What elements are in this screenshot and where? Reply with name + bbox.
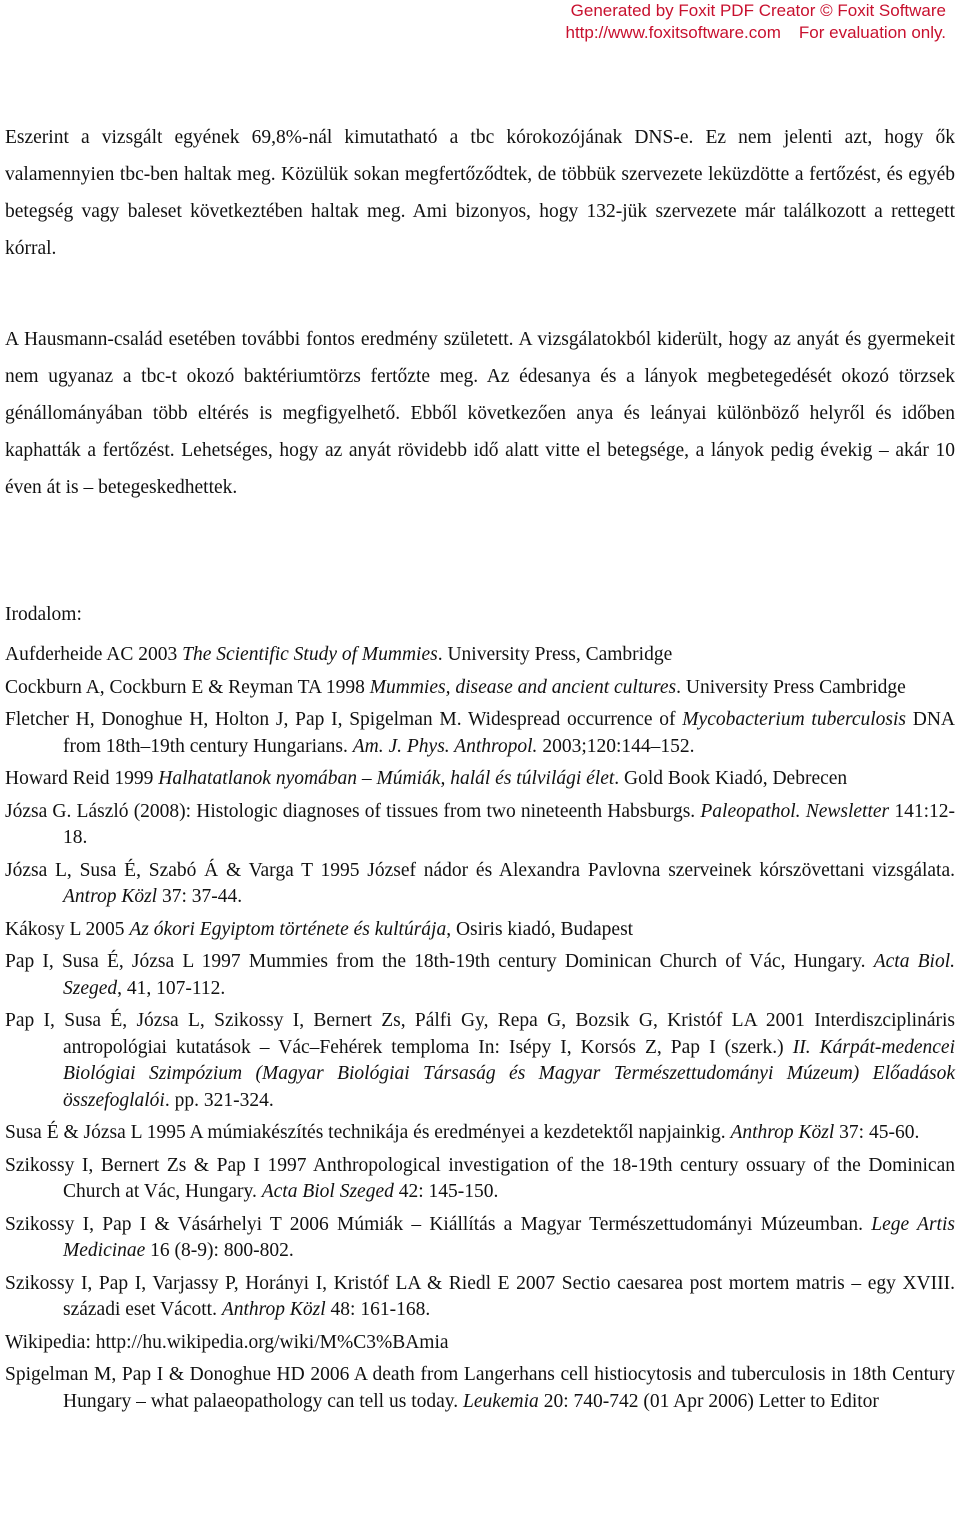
reference-italic-text: Lege Artis Medicinae — [63, 1213, 955, 1261]
reference-italic-text: Leukemia — [463, 1390, 539, 1412]
reference-item — [5, 1008, 955, 1114]
watermark-url: http://www.foxitsoftware.com — [565, 23, 781, 42]
reference-text: . pp. 321-324. — [164, 1089, 274, 1111]
reference-italic-text: Acta Biol. Szeged — [63, 951, 955, 999]
reference-text: Szikossy I, Pap I, Varjassy P, Horányi I, Kristóf LA & Riedl E 2007 Sectio caesarea post mortem matris – egy XVIII. századi eset Vácott. — [5, 1272, 955, 1320]
reference-italic-text: Halhatatlanok nyomában – Múmiák, halál és túlvilági élet — [158, 768, 615, 789]
reference-text: Susa É & Józsa L 1995 A múmiakészítés technikája és eredményei a kezdetektől napjainkig. — [5, 1122, 731, 1143]
body-paragraph-1: Eszerint a vizsgált egyének 69,8%-nál kimutatható a tbc kórokozójának DNS-e. Ez nem jelenti azt, hogy ők valamennyien tbc-ben haltak meg. Közülük sokan megfertőződtek, de többük szervezete leküzdötte a fertőzést, és egyéb betegség vagy baleset következtében haltak meg. Ami bizonyos, hogy 132-jük szervezete már találkozott a rettegett kórral. — [5, 127, 955, 259]
reference-text: Wikipedia: http://hu.wikipedia.org/wiki/M%C3%BAmia — [5, 1331, 449, 1353]
reference-italic-text: Antrop Közl — [63, 886, 158, 907]
reference-item — [5, 675, 955, 702]
reference-text: Szikossy I, Pap I & Vásárhelyi T 2006 Múmiák – Kiállítás a Magyar Természettudományi Múzeumban. — [5, 1213, 872, 1235]
reference-item — [5, 858, 955, 911]
reference-item — [5, 917, 955, 944]
reference-italic-text: Az ókori Egyiptom története és kultúrája — [129, 918, 447, 940]
reference-text: . University Press, Cambridge — [437, 644, 673, 665]
reference-item — [5, 707, 955, 760]
reference-item — [5, 766, 955, 793]
reference-item — [5, 642, 955, 669]
reference-item — [5, 1153, 955, 1206]
evaluation-watermark — [565, 0, 946, 44]
reference-italic-text: Am. J. Phys. Anthropol. — [352, 735, 538, 757]
reference-text: 2003;120:144–152. — [537, 735, 695, 757]
reference-text: Spigelman M, Pap I & Donoghue HD 2006 A death from Langerhans cell histiocytosis and tuberculosis in 18th Century Hungary – what palaeopathology can tell us today. — [5, 1364, 955, 1412]
reference-text: Józsa L, Susa É, Szabó Á & Varga T 1995 József nádor és Alexandra Pavlovna szerveinek kórszövettani vizsgálata. — [5, 859, 955, 881]
reference-item — [5, 949, 955, 1002]
reference-italic-text: The Scientific Study of Mummies — [182, 644, 438, 665]
reference-text: Pap I, Susa É, Józsa L 1997 Mummies from the 18th-19th century Dominican Church of Vác, Hungary. — [5, 951, 874, 972]
reference-item — [5, 1271, 955, 1324]
reference-text: 141:12-18. — [63, 800, 955, 848]
reference-text: 48: 161-168. — [325, 1299, 431, 1320]
reference-text: Pap I, Susa É, Józsa L, Szikossy I, Bernert Zs, Pálfi Gy, Repa G, Bozsik G, Kristóf LA 2001 Interdiszciplináris antropológiai kutatások – Vác–Fehérek temploma In: Isépy I, Korsós Z, Pap I (szerk.) — [5, 1010, 955, 1058]
reference-italic-text: Paleopathol. Newsletter — [700, 800, 890, 822]
reference-italic-text: II. Kárpát-medencei Biológiai Szimpózium (Magyar Biológiai Társaság és Magyar Természettudományi Múzeum) Előadások összefoglalói — [63, 1036, 955, 1111]
reference-italic-text: Acta Biol Szeged — [261, 1181, 394, 1202]
reference-italic-text: Mummies, disease and ancient cultures — [369, 676, 677, 698]
body-paragraph-2: A Hausmann-család esetében további fontos eredmény született. A vizsgálatokból kiderült, hogy az anyát és gyermekeit nem ugyanaz a tbc-t okozó baktériumtörzs fertőzte meg. Az édesanya és a lányok megbetegedését okozó törzsek génállományában több eltérés is megfigyelhető. Ebből következően anya és leányai különböző helyről és időben kaphatták a fertőzést. Lehetséges, hogy az anyát rövidebb idő alatt vitte el betegsége, a lányok pedig évekig – akár 10 éven át is – betegeskedhettek. — [5, 329, 955, 498]
reference-italic-text: Anthrop Közl — [730, 1122, 835, 1143]
reference-text: . Gold Book Kiadó, Debrecen — [614, 768, 848, 789]
reference-text: 20: 740-742 (01 Apr 2006) Letter to Editor — [538, 1390, 879, 1412]
reference-text: DNA from 18th–19th century Hungarians. — [63, 709, 956, 757]
reference-item — [5, 1362, 955, 1415]
reference-text: Cockburn A, Cockburn E & Reyman TA 1998 — [5, 676, 370, 698]
reference-text: , Osiris kiadó, Budapest — [446, 918, 634, 940]
reference-text: 37: 45-60. — [834, 1122, 920, 1143]
reference-text: . University Press Cambridge — [676, 676, 906, 698]
reference-text: 42: 145-150. — [393, 1181, 499, 1202]
reference-text: Fletcher H, Donoghue H, Holton J, Pap I, Spigelman M. Widespread occurrence of — [5, 709, 683, 730]
reference-text: 16 (8-9): 800-802. — [145, 1240, 294, 1261]
reference-text: Howard Reid 1999 — [5, 768, 159, 789]
reference-item — [5, 1330, 955, 1357]
references-heading: Irodalom: — [5, 604, 82, 625]
reference-item — [5, 1120, 955, 1147]
watermark-title: Generated by Foxit PDF Creator © Foxit Software — [570, 1, 946, 20]
reference-item — [5, 799, 955, 852]
reference-item — [5, 1212, 955, 1265]
reference-italic-text: Anthrop Közl — [221, 1299, 326, 1320]
reference-text: Józsa G. László (2008): Histologic diagnoses of tissues from two nineteenth Habsburgs. — [5, 800, 701, 822]
reference-italic-text: Mycobacterium tuberculosis — [682, 709, 907, 730]
reference-text: Aufderheide AC 2003 — [5, 644, 183, 665]
reference-text: 37: 37-44. — [157, 886, 243, 907]
reference-text: Szikossy I, Bernert Zs & Pap I 1997 Anthropological investigation of the 18-19th century ossuary of the Dominican Church at Vác, Hungary. — [5, 1154, 955, 1202]
reference-text: , 41, 107-112. — [117, 977, 226, 999]
reference-list — [5, 642, 955, 1421]
watermark-note: For evaluation only. — [798, 23, 946, 42]
reference-text: Kákosy L 2005 — [5, 918, 130, 940]
